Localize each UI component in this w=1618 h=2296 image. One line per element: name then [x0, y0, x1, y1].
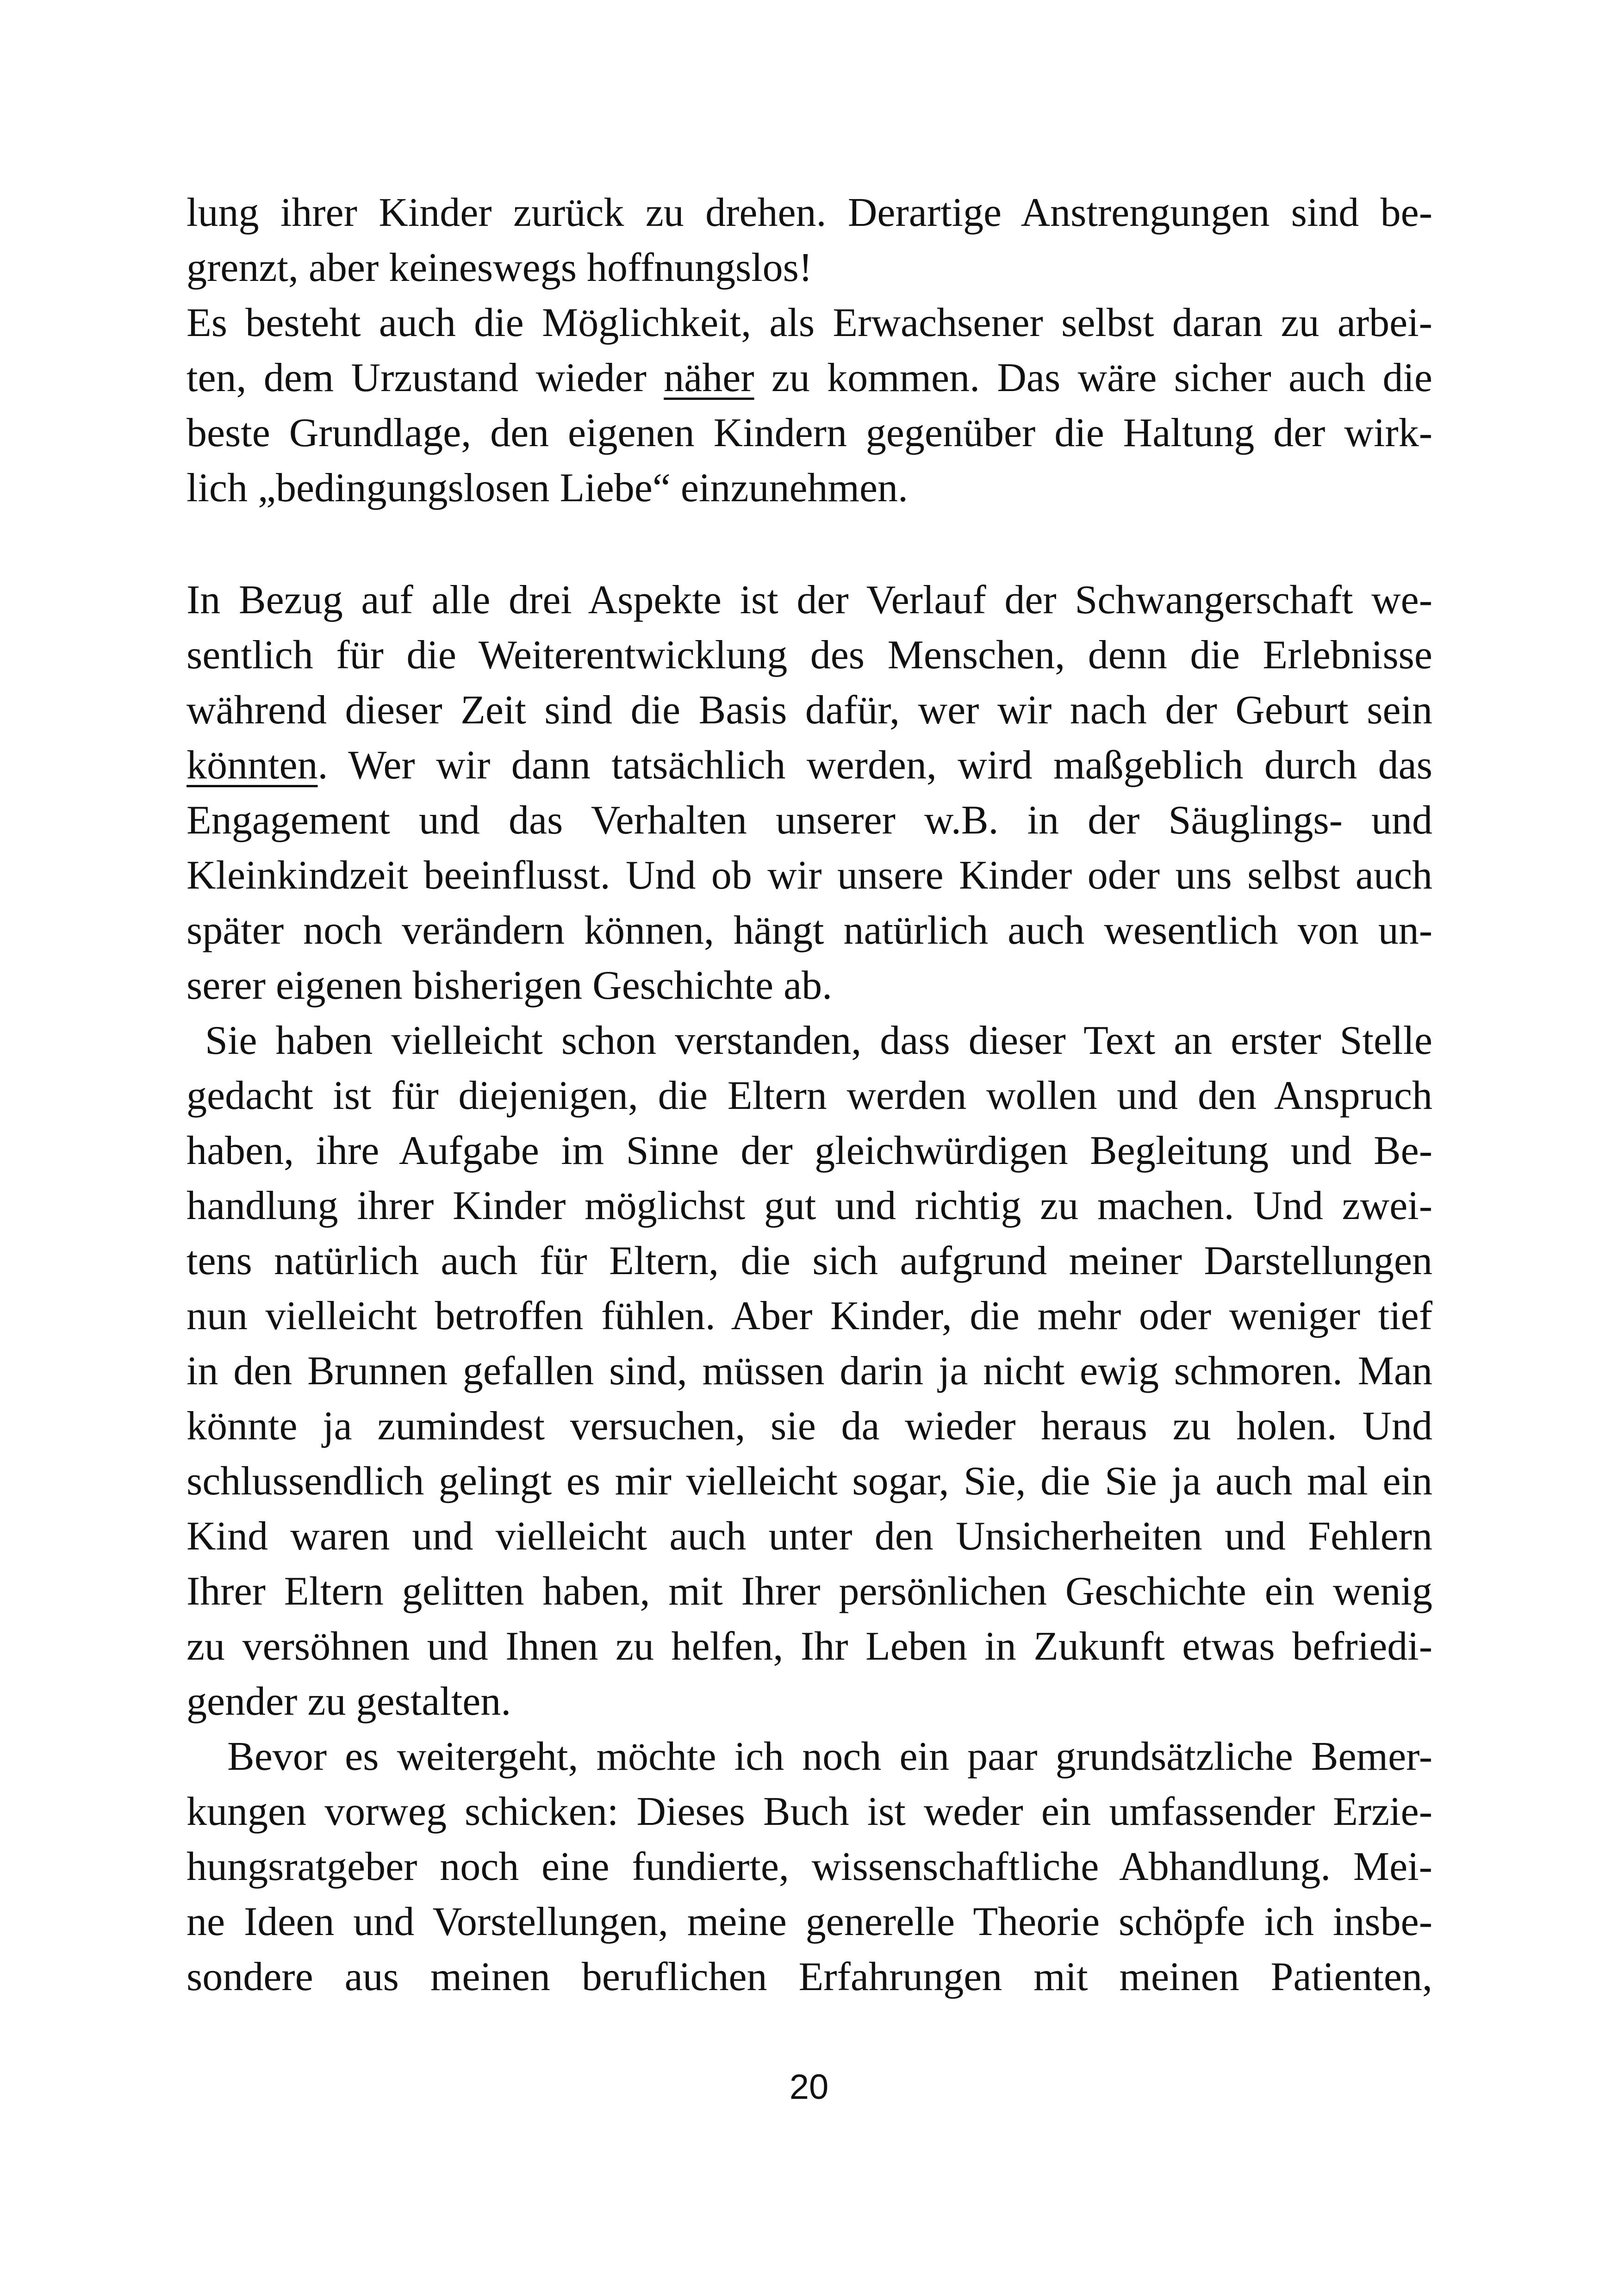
text-run: grenzt, aber keineswegs hoffnungslos! [187, 245, 813, 290]
text-line [187, 1178, 1432, 1233]
text-run: schlussendlich gelingt es mir vielleicht sogar, Sie, die Sie ja auch mal ein [187, 1459, 1432, 1504]
page-number: 20 [789, 2067, 829, 2107]
text-run: hungsratgeber noch eine fundierte, wissenschaftliche Abhandlung. Mei- [187, 1844, 1432, 1889]
text-run: In Bezug auf alle drei Aspekte ist der Verlauf der Schwangerschaft we- [187, 578, 1432, 622]
text-run: Engagement und das Verhalten unserer w.B. in der Säuglings- und [187, 798, 1432, 843]
text-line [187, 1949, 1432, 2004]
text-run: zu kommen. Das wäre sicher auch die [754, 355, 1432, 400]
text-run: ne Ideen und Vorstellungen, meine generelle Theorie schöpfe ich insbe- [187, 1899, 1432, 1944]
text-line [187, 1068, 1432, 1123]
text-run: Kind waren und vielleicht auch unter den Unsicherheiten und Fehlern [187, 1514, 1432, 1559]
text-line [187, 1784, 1432, 1839]
text-run: Bevor es weitergeht, möchte ich noch ein paar grundsätzliche Bemer- [227, 1734, 1432, 1779]
text-run: sondere aus meinen beruflichen Erfahrungen mit meinen Patienten, [187, 1954, 1432, 1999]
text-run: handlung ihrer Kinder möglichst gut und richtig zu machen. Und zwei- [187, 1183, 1432, 1228]
text-line [187, 1013, 1432, 1068]
text-line [187, 1233, 1432, 1288]
text-run: später noch verändern können, hängt natürlich auch wesentlich von un- [187, 908, 1432, 953]
text-line [187, 1674, 1432, 1729]
text-run: in den Brunnen gefallen sind, müssen darin ja nicht ewig schmoren. Man [187, 1349, 1432, 1394]
text-run: beste Grundlage, den eigenen Kindern gegenüber die Haltung der wirk- [187, 411, 1432, 455]
text-run: serer eigenen bisherigen Geschichte ab. [187, 963, 833, 1008]
text-run: . Wer wir dann tatsächlich werden, wird maßgeblich durch das [317, 743, 1432, 788]
text-block-top [187, 185, 1432, 516]
text-line [187, 1123, 1432, 1178]
text-line [187, 1344, 1432, 1399]
text-run: während dieser Zeit sind die Basis dafür, wer wir nach der Geburt sein [187, 688, 1432, 733]
text-line [187, 1454, 1432, 1509]
text-line [187, 1509, 1432, 1564]
text-run: gedacht ist für diejenigen, die Eltern werden wollen und den Anspruch [187, 1073, 1432, 1118]
text-line [187, 628, 1432, 683]
text-line [187, 848, 1432, 903]
text-line [187, 1564, 1432, 1619]
text-run: gender zu gestalten. [187, 1679, 511, 1724]
text-run: zu versöhnen und Ihnen zu helfen, Ihr Leben in Zukunft etwas befriedi- [187, 1624, 1432, 1669]
text-line [187, 350, 1432, 405]
text-run: ten, dem Urzustand wieder [187, 355, 664, 400]
underlined-word: könnten [187, 743, 318, 788]
text-line [187, 405, 1432, 460]
text-line [187, 1619, 1432, 1674]
text-run: könnte ja zumindest versuchen, sie da wieder heraus zu holen. Und [187, 1404, 1432, 1449]
text-line [187, 1729, 1432, 1784]
text-line [187, 572, 1432, 628]
text-line [187, 683, 1432, 738]
text-line [187, 295, 1432, 350]
text-line [187, 185, 1432, 240]
text-line [187, 240, 1432, 295]
text-line [187, 958, 1432, 1013]
text-run: kungen vorweg schicken: Dieses Buch ist weder ein umfassender Erzie- [187, 1789, 1432, 1834]
text-line [187, 460, 1432, 516]
text-line [187, 793, 1432, 848]
underlined-word: näher [664, 355, 754, 400]
text-run: lung ihrer Kinder zurück zu drehen. Derartige Anstrengungen sind be- [187, 190, 1432, 235]
text-run: haben, ihre Aufgabe im Sinne der gleichwürdigen Begleitung und Be- [187, 1128, 1432, 1173]
text-line [187, 1288, 1432, 1344]
text-line [187, 1839, 1432, 1894]
text-run: tens natürlich auch für Eltern, die sich aufgrund meiner Darstellungen [187, 1238, 1432, 1283]
text-line [187, 903, 1432, 958]
text-run: lich „bedingungslosen Liebe“ einzunehmen. [187, 466, 909, 510]
text-run: Es besteht auch die Möglichkeit, als Erwachsener selbst daran zu arbei- [187, 300, 1432, 345]
text-line [187, 1894, 1432, 1949]
text-run: Kleinkindzeit beeinflusst. Und ob wir unsere Kinder oder uns selbst auch [187, 853, 1432, 898]
text-line [187, 1399, 1432, 1454]
text-run: sentlich für die Weiterentwicklung des Menschen, denn die Erlebnisse [187, 633, 1432, 678]
text-run: Sie haben vielleicht schon verstanden, dass dieser Text an erster Stelle [205, 1018, 1432, 1063]
text-run: nun vielleicht betroffen fühlen. Aber Kinder, die mehr oder weniger tief [187, 1294, 1432, 1338]
text-block-main [187, 572, 1432, 2004]
text-run: Ihrer Eltern gelitten haben, mit Ihrer persönlichen Geschichte ein wenig [187, 1569, 1432, 1614]
text-line [187, 738, 1432, 793]
